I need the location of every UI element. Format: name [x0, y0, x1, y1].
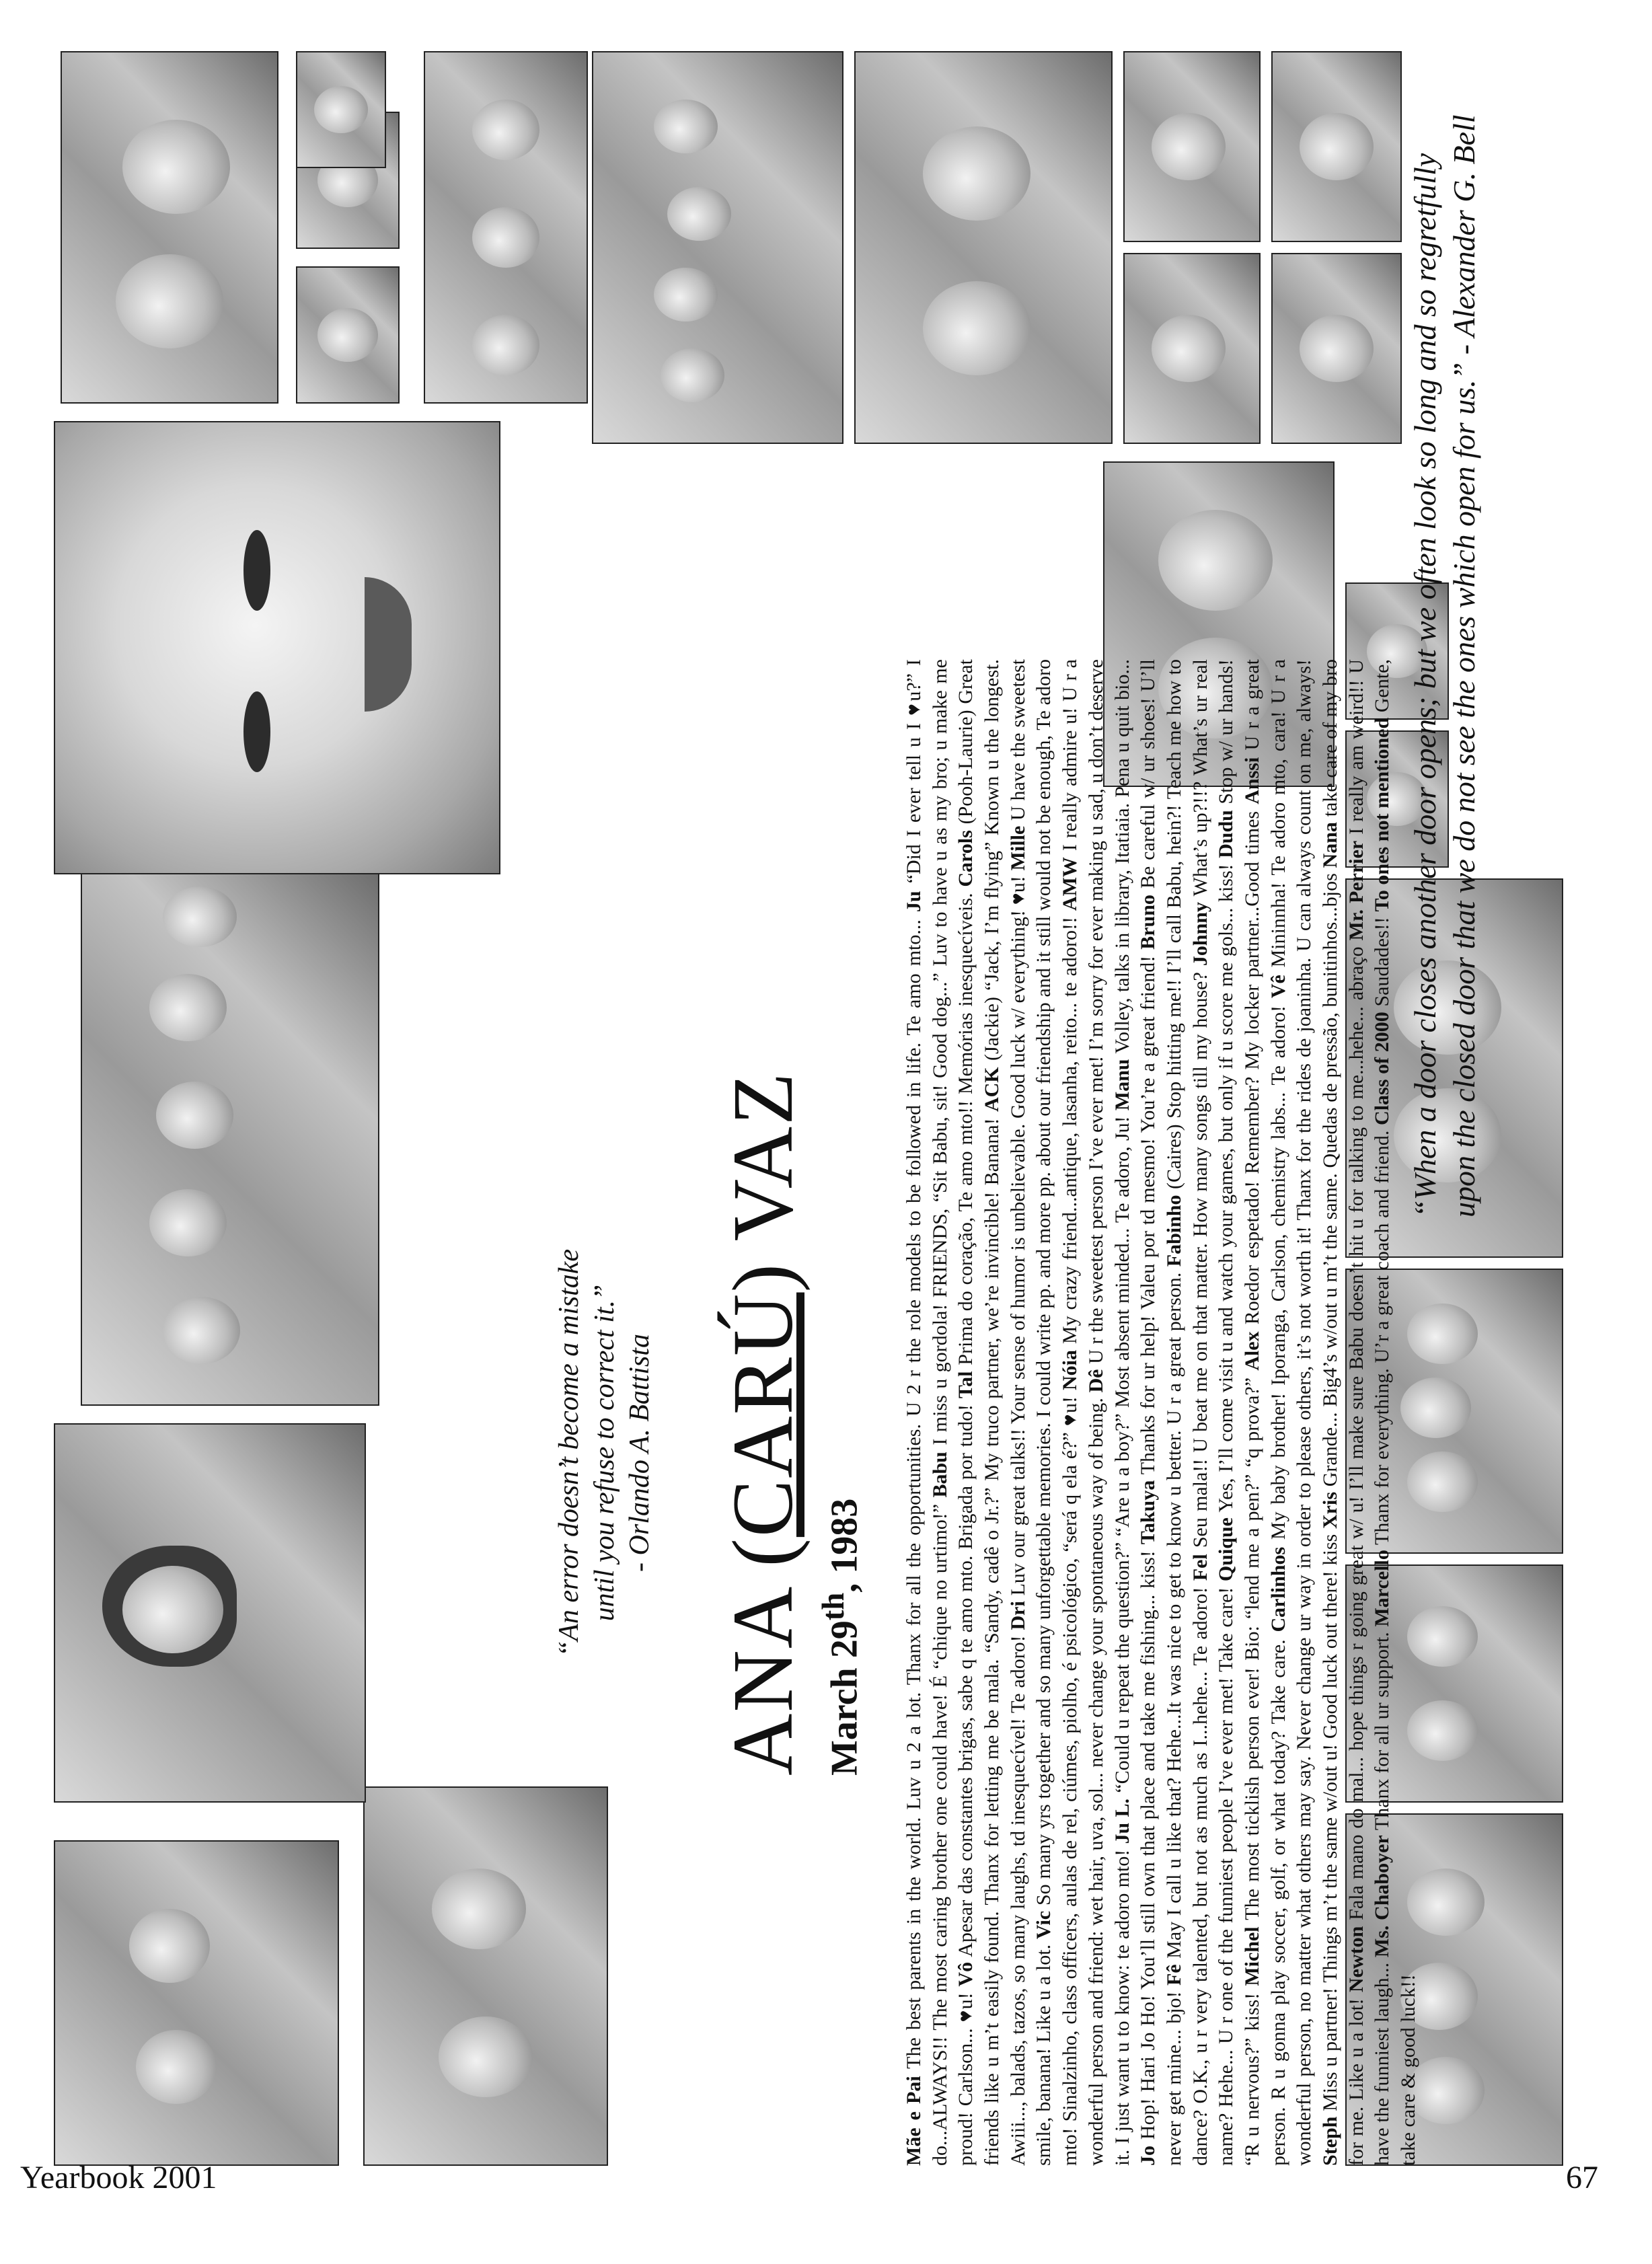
birth-year: , 1983 — [823, 1498, 866, 1593]
bio-message: My baby brother! Iporanga, Carlson, chemistry labs... Te adoro! — [1267, 998, 1289, 1547]
bio-name: Mr. Perrier — [1345, 840, 1367, 941]
bio-name: AMW — [1059, 857, 1082, 911]
quote-left-line2: until you refuse to correct it.” — [589, 1284, 620, 1622]
bio-message: Volley, talks in library, Itatiaia. Pena u quit bio... — [1111, 658, 1133, 1059]
bio-name: Vê — [1267, 975, 1289, 999]
bio-message: “Did I ever tell u I ♥u?” I do...ALWAYS!! The most caring brother one could have! É “chique no urtimo!” — [903, 658, 951, 2166]
photo-small-right-b — [1123, 51, 1261, 242]
bio-name: Fabinho — [1162, 1195, 1185, 1267]
name-nickname: CARÚ — [715, 1292, 811, 1538]
bio-message: Prima do coração, Te amo mto!! Memórias inesquecíveis. — [954, 886, 977, 1371]
photo-outdoor-group — [592, 51, 843, 444]
bio-name: Nóia — [1059, 1350, 1082, 1390]
student-name: ANA (CARÚ) VAZ — [715, 1071, 811, 1776]
photo-scarecrow-kids — [54, 1840, 339, 2166]
bio-name: Dudu — [1215, 810, 1238, 858]
bio-message: What’s up?!!? What’s ur real name? Hehe... U r one of the funniest people I’ve ever met! Take care! — [1189, 659, 1238, 2166]
bio-message: U r the sweetest person I’ve ever met! I’m sorry for ever making u sad, u don’t deserve it. I just want u to know: te adoro mto! — [1084, 659, 1133, 2166]
bio-message: My crazy friend...antique, lasanha, reito... te adoro!! — [1059, 911, 1082, 1350]
bio-message: Seu mala!! U beat me on that matter. How many songs till my house? — [1189, 966, 1211, 1554]
photo-girl-with-doll — [54, 1423, 366, 1803]
bio-name: Alex — [1240, 1331, 1263, 1371]
bio-message: Thanks for ur help! Valeu por td mesmo! You’re a great friend! — [1137, 949, 1160, 1480]
bio-name: To ones not mentioned — [1371, 717, 1394, 912]
bio-message: Fala mano do mal... hope things r going great w/ u! I’ll make sure Babu doesn’t hit u for talking to me...hehe... abraço — [1345, 940, 1367, 1926]
bio-name: Fel — [1189, 1554, 1211, 1581]
photo-small-girl-1 — [296, 266, 400, 404]
bio-message: Stop w/ ur hands! “R u nervous?” kiss! — [1215, 659, 1263, 2166]
bio-message: U r a great person. R u gonna play soccer, golf, or what today? Take care. — [1240, 659, 1289, 2166]
bio-name: Anssi — [1240, 757, 1263, 804]
bio-name: Dri — [1006, 1601, 1029, 1630]
bio-name: Steph — [1319, 2116, 1341, 2166]
bio-message: (Pooh-Laurie) Great friends like u m’t easily found. Thanx for letting me be mala. “Sandy, cadê o Jr.?” My truco partner, we’re invincible! Banana! — [954, 658, 1004, 2166]
bio-name: Takuya — [1137, 1480, 1160, 1545]
bio-message: Roedor espetado! Remember? My locker partner...Good times — [1240, 804, 1263, 1332]
bio-message: The most ticklish person ever! Bio: “lend me a pen?” “q prova?” — [1240, 1370, 1263, 1927]
bio-name: Mãe e Pai — [903, 2076, 925, 2166]
bio-message: Yes, I’ll come visit u and watch your games, but only if u score me gols... kiss! — [1215, 858, 1238, 1518]
bio-message: Thanx for everything. U’r a great coach and friend. — [1371, 1125, 1394, 1550]
bio-name: Carols — [954, 830, 977, 887]
bio-name: Nana — [1319, 822, 1341, 868]
quote-right-line1: “When a door closes another door opens; but we often look so long and so regretfully — [1408, 153, 1442, 1217]
bio-name: Xris — [1319, 1492, 1341, 1529]
quote-left-line1: “An error doesn’t become a mistake — [554, 1248, 585, 1657]
bio-message: May I call u like that? Hehe...It was nice to get to know u better. U r a great person. — [1162, 1267, 1185, 1965]
bio-name: Quique — [1215, 1517, 1238, 1582]
birth-month-day: March 29 — [823, 1620, 866, 1776]
birth-date — [815, 1069, 866, 1776]
name-first: ANA — [715, 1589, 811, 1776]
bio-name: Jo — [1137, 2146, 1160, 2166]
bio-name: Marcello — [1371, 1550, 1394, 1627]
bio-message: (Caires) Stop hitting me!! I’ll call Babu, hein?! Teach me how to dance? O.K., u r very talented, but not as much as I...hehe... Te adoro! — [1162, 659, 1211, 2166]
bio-message: The best parents in the world. Luv u 2 a lot. Thanx for all the opportunities. U 2 r the role models to be followed in life. Te amo mto... — [903, 912, 925, 2076]
bio-message: Gente, take care & good luck!! — [1371, 659, 1420, 2166]
bio-message: I really am weird!! U have the funniest laugh... — [1345, 659, 1394, 2166]
bio-message: I miss u gordola! FRIENDS, “Sit Babu, sit! Good dog...” Luv to have u as my bro; u make me proud! Carlson... ♥u! — [928, 659, 977, 2166]
rotated-page-content — [27, 27, 1594, 2193]
quote-orlando-battista — [552, 1157, 658, 1749]
quote-left-attribution: - Orlando A. Battista — [624, 1334, 655, 1572]
footer-yearbook-label: Yearbook 2001 — [20, 2160, 217, 2195]
bio-message: So many yrs together and so many unforgettable memories. I could write pp. and more pp. about our friendship and it still would not be enough, Te adoro mto! Sinalzinho, class officers, aulas de rel, ciúmes, piolho, é psicológico, “será q ela é?” ♥u! — [1032, 659, 1082, 2166]
bio-name: Johnny — [1189, 902, 1211, 967]
bio-name: Tal — [954, 1371, 977, 1399]
photo-large-face-closeup — [54, 421, 500, 874]
bio-message: Be careful w/ ur shoes! U’ll never get mine... bjo! — [1137, 659, 1185, 2166]
bio-message: Mininnha! Te adoro mto, cara! U r a wonderful person, no matter what others may say. Never change ur way in order to please others, it’s not worth it! Thanx for the rides de joaninha. U can always count on me, always! — [1267, 659, 1316, 2166]
bio-name: Michel — [1240, 1926, 1263, 1986]
photo-small-right-a — [1123, 253, 1261, 444]
bio-message: Hop! Hari Jo Ho! You’ll still own that place and take me fishing... kiss! — [1137, 1544, 1160, 2146]
bio-name: Ms. Chaboyer — [1371, 1835, 1394, 1958]
bio-name: Babu — [928, 1451, 951, 1498]
bio-name: Newton — [1345, 1926, 1367, 1993]
bio-message: Saudades!! — [1371, 911, 1394, 1012]
bio-message: Grande... Big4’s w/out u m’t the same. Quedas de pressão, bunitinhos...bjos — [1319, 868, 1341, 1492]
bio-message: I really admire u! U r a wonderful person and friend: wet hair, uva, sol... never change your spontaneous way of being. — [1059, 659, 1107, 2166]
bio-name: Class of 2000 — [1371, 1012, 1394, 1125]
quote-right-line2: upon the closed door that we do not see the ones which open for us.” - Alexander G. Bell — [1446, 114, 1481, 1217]
photo-mother-child — [61, 51, 278, 404]
photo-three-boys — [424, 51, 588, 404]
photo-small-right-c — [1271, 253, 1402, 444]
bio-name: ACK — [981, 1067, 1004, 1112]
photo-small-right-d — [1271, 51, 1402, 242]
bio-message: “Could u repeat the question?” “Are u a boy?” Most absent minded... Te adoro, Ju! — [1111, 1110, 1133, 1799]
photo-family-group — [81, 872, 379, 1406]
bio-dedications — [901, 658, 1420, 2166]
bio-name: Fê — [1162, 1964, 1185, 1986]
bio-name: Manu — [1111, 1059, 1133, 1111]
bio-name: Dê — [1084, 1369, 1107, 1393]
page-number: 67 — [1566, 2160, 1598, 2195]
bio-name: Vic — [1032, 1910, 1055, 1940]
name-block — [715, 1069, 866, 1776]
bio-name: Vô — [954, 1961, 977, 1987]
bio-message: U have the sweetest smile, banana! Like u a lot. — [1006, 659, 1055, 2166]
photo-two-girls-right — [854, 51, 1113, 444]
bio-name: Ju — [903, 891, 925, 913]
bio-message: take care of my bro for me. Like u a lot! — [1319, 659, 1367, 2166]
photo-small-girl-3 — [296, 51, 386, 168]
photo-two-children — [363, 1786, 608, 2166]
bio-message: (Jackie) “Jack, I’m flying” Known u the longest. Awiii..., balads, tazos, so many laughs, td inesquecível! Te adoro! — [981, 659, 1029, 2166]
bio-message: Apesar das constantes brigas, sabe q te amo mto. Brigada por tudo! — [954, 1398, 977, 1962]
birth-suffix: th — [816, 1592, 851, 1621]
bio-name: Ju L. — [1111, 1798, 1133, 1844]
bio-name: Carlinhos — [1267, 1546, 1289, 1632]
bio-name: Bruno — [1137, 895, 1160, 950]
bio-name: Mille — [1006, 825, 1029, 871]
bio-message: Luv our great talks!! Your sense of humor is unbelievable. Good luck w/ everything! ♥u! — [1006, 870, 1029, 1601]
bio-message: Miss u partner! Things m’t the same w/out u! Good luck out there! kiss — [1319, 1529, 1341, 2117]
quote-alexander-bell — [1406, 34, 1483, 1217]
bio-message: Thanx for all ur support. — [1371, 1626, 1394, 1836]
name-last: VAZ — [715, 1071, 811, 1242]
